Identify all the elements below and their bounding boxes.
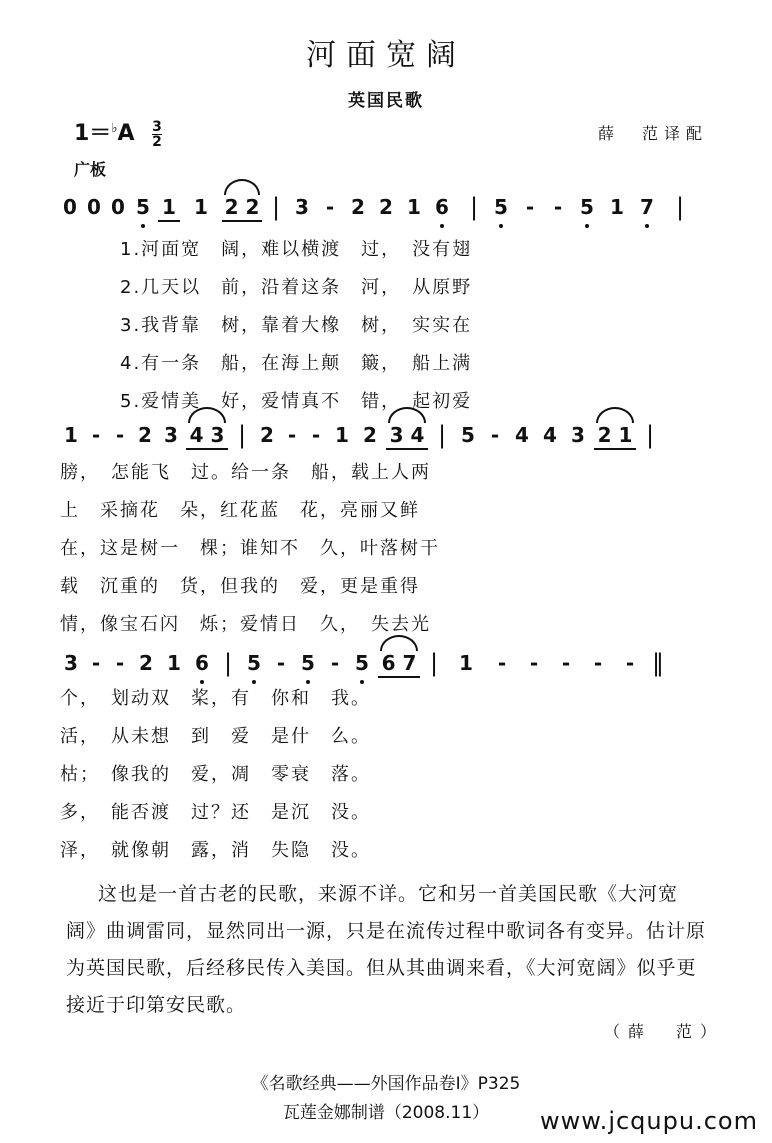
lyric-verse-3: 在，这是树一 棵；谁知不 久，叶落树干 [60, 538, 440, 559]
note: 2 [260, 423, 274, 447]
note-pair: 2 1 [592, 423, 638, 447]
note: 5 [348, 651, 376, 675]
commentary-signature: （薛 范） [604, 1022, 725, 1041]
meter-bottom: 2 [152, 133, 162, 150]
lyrics-block-1 [120, 229, 472, 419]
lyric-verse-5: 情，像宝石闪 烁；爱情日 久， 失去光 [60, 614, 431, 635]
lyric-verse-2: 2.几天以 前，沿着这条 河， 从原野 [120, 277, 473, 298]
note: 2 [363, 423, 377, 447]
lyric-verse-1: 1.河面宽 阔，难以横渡 过， 没有翅 [120, 239, 473, 260]
note: 0 [87, 195, 101, 219]
tie-arc [596, 407, 634, 423]
lyric-verse-3: 枯； 像我的 爱，凋 零衰 落。 [60, 764, 371, 785]
note: - [330, 651, 340, 675]
note: - [287, 423, 297, 447]
note: 6 [188, 651, 216, 675]
bar-line: | [271, 193, 281, 221]
note: 1 [335, 423, 349, 447]
note: 1 [167, 651, 181, 675]
note: 5 [461, 423, 475, 447]
note: - [490, 423, 500, 447]
note: - [593, 651, 603, 675]
notation-line-3 [58, 648, 670, 678]
meter-top: 3 [152, 118, 162, 135]
note: 1 [194, 195, 208, 219]
bar-line: | [223, 649, 233, 677]
note: 6 [428, 195, 456, 219]
key-tonic: A [117, 121, 135, 146]
note: - [115, 423, 125, 447]
note: 3 [164, 423, 178, 447]
key-prefix: 1＝ [74, 121, 112, 146]
note: 3 [64, 651, 78, 675]
note: 5 [130, 195, 156, 219]
note: - [525, 195, 535, 219]
note: - [497, 651, 507, 675]
bar-line: | [437, 421, 447, 449]
eighth-underline [386, 448, 428, 450]
note: 1 [459, 651, 473, 675]
lyric-verse-1: 膀， 怎能飞 过。给一条 船，载上人两 [60, 462, 431, 483]
eighth-underline [222, 220, 262, 222]
final-bar-line: ‖ [652, 649, 664, 677]
note: - [115, 651, 125, 675]
note: 4 [515, 423, 529, 447]
flat-sign: ♭ [111, 121, 118, 136]
low-octave-dot [499, 224, 503, 228]
lyric-verse-4: 4.有一条 船，在海上颠 簸， 船上满 [120, 353, 473, 374]
bar-line: | [645, 421, 655, 449]
low-octave-dot [585, 224, 589, 228]
note: - [325, 195, 335, 219]
low-octave-dot [141, 224, 145, 228]
note: 7 [632, 195, 662, 219]
lyric-verse-4: 多， 能否渡 过？还 是沉 没。 [60, 802, 371, 823]
note: 5 [240, 651, 268, 675]
eighth-underline [594, 448, 636, 450]
eighth-underline [186, 448, 228, 450]
note-pair: 4 3 [184, 423, 230, 447]
tempo-marking: 广板 [74, 160, 107, 179]
notation-line-2 [58, 420, 662, 450]
note: - [91, 651, 101, 675]
bar-line: | [469, 193, 479, 221]
song-title: 河面宽阔 [306, 38, 466, 73]
translator-credit: 薛 范译配 [598, 124, 709, 143]
note: 3 [295, 195, 309, 219]
lyric-verse-2: 活， 从未想 到 爱 是什 么。 [60, 726, 371, 747]
bar-line: | [675, 193, 685, 221]
lyric-verse-3: 3.我背靠 树，靠着大橡 树， 实实在 [120, 315, 473, 336]
lyric-verse-2: 上 采摘花 朵，红花蓝 花，亮丽又鲜 [60, 500, 420, 521]
note-pair: 3 4 [384, 423, 430, 447]
lyric-verse-5: 5.爱情美 好，爱情真不 错， 起初爱 [120, 391, 473, 412]
note: 5 [572, 195, 602, 219]
note: - [276, 651, 286, 675]
commentary-paragraph: 这也是一首古老的民歌，来源不详。它和另一首美国民歌《大河宽阔》曲调雷同，显然同出一源，只是在流传过程中歌词各有变异。估计原为英国民歌，后经移民传入美国。但从其曲调来看，《大河宽阔》似乎更接近于印第安民歌。 [66, 883, 707, 1016]
watermark-url: www.jcqupu.com [540, 1107, 758, 1135]
note: 5 [294, 651, 322, 675]
note: 1 [156, 195, 182, 219]
note-pair: 2 2 [220, 195, 264, 219]
note: - [553, 195, 563, 219]
note: - [311, 423, 321, 447]
tie-arc [224, 179, 260, 195]
note: - [561, 651, 571, 675]
bar-line: | [237, 421, 247, 449]
note: 2 [351, 195, 365, 219]
time-signature [152, 120, 162, 149]
note: 2 [139, 651, 153, 675]
low-octave-dot [440, 224, 444, 228]
lyrics-block-2 [60, 452, 440, 642]
note: - [529, 651, 539, 675]
low-octave-dot [645, 224, 649, 228]
lyric-verse-4: 载 沉重的 货，但我的 爱，更是重得 [60, 576, 420, 597]
eighth-underline [158, 220, 180, 222]
key-signature [74, 116, 162, 149]
lyric-verse-1: 个， 划动双 桨，有 你和 我。 [60, 688, 371, 709]
note: 3 [571, 423, 585, 447]
note: 0 [111, 195, 125, 219]
note: 2 [379, 195, 393, 219]
notation-line-1 [58, 192, 692, 222]
note: 5 [486, 195, 516, 219]
note: 1 [407, 195, 421, 219]
note-pair: 6 7 [376, 651, 422, 675]
note: 4 [543, 423, 557, 447]
lyrics-block-3 [60, 678, 371, 868]
eighth-underline [378, 676, 420, 678]
source-citation: 《名歌经典——外国作品卷Ⅰ》P325 [251, 1074, 521, 1094]
note: - [625, 651, 635, 675]
note: 1 [64, 423, 78, 447]
lyric-verse-5: 泽， 就像朝 露，消 失隐 没。 [60, 840, 371, 861]
note: 1 [610, 195, 624, 219]
transcriber-credit: 瓦莲金娜制谱（2008.11） [282, 1103, 490, 1123]
note: 0 [63, 195, 77, 219]
song-origin: 英国民歌 [348, 91, 424, 111]
note: 2 [138, 423, 152, 447]
note: - [91, 423, 101, 447]
bar-line: | [429, 649, 439, 677]
